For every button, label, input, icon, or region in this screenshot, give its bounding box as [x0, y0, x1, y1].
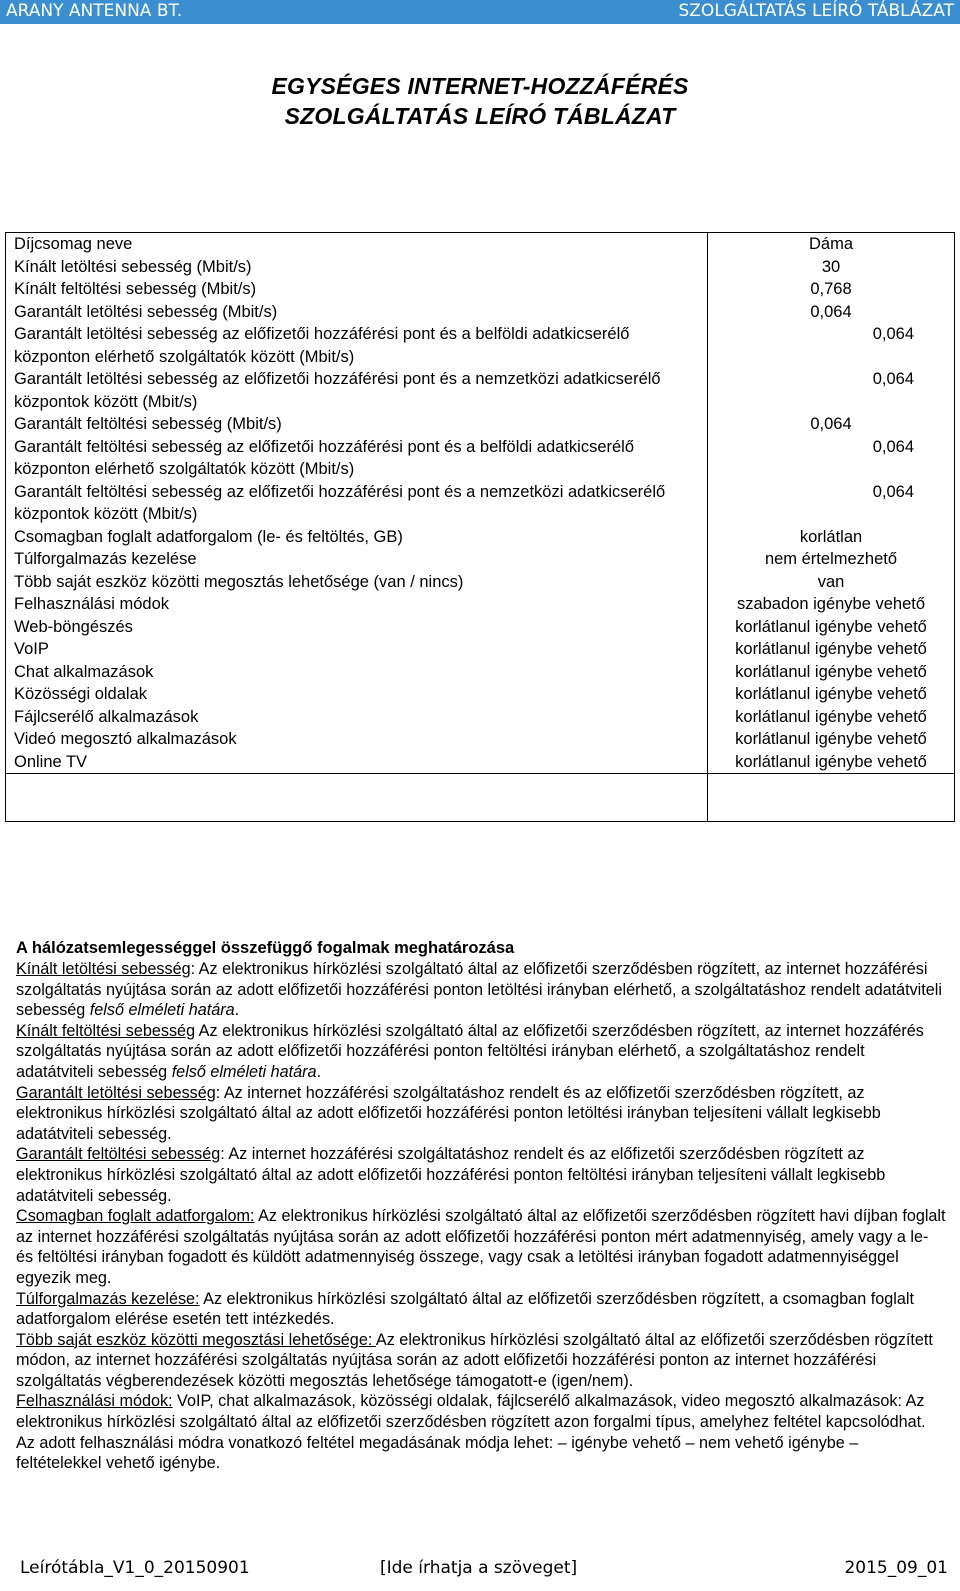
table-row — [6, 683, 955, 706]
table-row — [6, 323, 955, 368]
definition-separator: : — [220, 1145, 225, 1164]
row-value: korlátlan — [708, 526, 955, 549]
definition-end: . — [316, 1062, 322, 1081]
document-title — [0, 71, 960, 131]
row-value: Dáma — [708, 233, 955, 256]
footer-placeholder: [Ide írhatja a szöveget] — [380, 1558, 578, 1578]
table-row — [6, 436, 955, 481]
row-value: 0,768 — [708, 278, 955, 301]
definition-item — [16, 1021, 946, 1083]
table-row — [6, 256, 955, 279]
service-table — [5, 232, 955, 822]
row-value: korlátlanul igénybe vehető — [708, 616, 955, 639]
row-label: Online TV — [6, 751, 708, 774]
row-value: korlátlanul igénybe vehető — [708, 728, 955, 751]
definition-term: Garantált feltöltési sebesség — [16, 1145, 221, 1164]
row-label: Garantált feltöltési sebesség az előfizetői hozzáférési pont és a belföldi adatkicserélő központon elérhető szolgáltatók között (Mbit/s) — [6, 436, 708, 481]
table-row — [6, 548, 955, 571]
definition-term: Garantált letöltési sebesség — [16, 1083, 216, 1102]
definition-item — [16, 1391, 946, 1473]
table-row — [6, 593, 955, 616]
row-value: nem értelmezhető — [708, 548, 955, 571]
table-row — [6, 638, 955, 661]
table-row — [6, 526, 955, 549]
footer-version: Leírótábla_V1_0_20150901 — [20, 1558, 250, 1578]
definition-text: Az elektronikus hírközlési szolgáltató által az előfizetői szerződésben rögzített, az internet hozzáférési szolgáltatás nyújtása során az adott előfizetői hozzáférési ponton letöltési irányban elérhető, a szolgáltatáshoz rendelt adatátviteli sebesség — [16, 960, 942, 1020]
row-value: 0,064 — [708, 413, 955, 436]
row-label: Chat alkalmazások — [6, 661, 708, 684]
definitions-list — [16, 959, 946, 1474]
empty-row — [6, 798, 955, 822]
definition-text: Az internet hozzáférési szolgáltatáshoz rendelt és az előfizetői szerződésben rögzített az elektronikus hírközlési szolgáltató által az adott előfizetői hozzáférési ponton feltöltési irányban teljesíteni vállalt legkisebb adatátviteli sebesség. — [16, 1145, 886, 1205]
definition-item — [16, 1144, 946, 1206]
definition-item — [16, 1083, 946, 1145]
row-value: van — [708, 571, 955, 594]
table-row — [6, 278, 955, 301]
row-value: korlátlanul igénybe vehető — [708, 751, 955, 774]
table-row — [6, 661, 955, 684]
row-value: korlátlanul igénybe vehető — [708, 683, 955, 706]
definition-item — [16, 959, 946, 1021]
definition-end: . — [234, 1001, 240, 1020]
definition-term: Több saját eszköz közötti megosztási lehetősége: — [16, 1330, 376, 1349]
row-label: Videó megosztó alkalmazások — [6, 728, 708, 751]
footer-date: 2015_09_01 — [844, 1558, 948, 1578]
definition-term: Túlforgalmazás kezelése: — [16, 1289, 200, 1308]
empty-row — [6, 774, 955, 799]
row-value: 30 — [708, 256, 955, 279]
row-label: Kínált feltöltési sebesség (Mbit/s) — [6, 278, 708, 301]
row-value: 0,064 — [708, 368, 955, 413]
row-label: Közösségi oldalak — [6, 683, 708, 706]
page-footer — [0, 1558, 960, 1584]
definition-term: Felhasználási módok: — [16, 1392, 173, 1411]
definition-term: Kínált letöltési sebesség — [16, 960, 191, 978]
table-row — [6, 481, 955, 526]
definition-item — [16, 1206, 946, 1288]
row-value: 0,064 — [708, 323, 955, 368]
title-line-1: EGYSÉGES INTERNET-HOZZÁFÉRÉS — [271, 73, 689, 99]
definition-text: Az internet hozzáférési szolgáltatáshoz rendelt és az előfizetői szerződésben rögzített, az elektronikus hírközlési szolgáltató által az adott előfizetői hozzáférési ponton letöltési irányban teljesíteni vállalt legkisebb adatátviteli sebesség. — [16, 1083, 881, 1143]
row-value: szabadon igénybe vehető — [708, 593, 955, 616]
table-row — [6, 301, 955, 324]
table-row — [6, 751, 955, 774]
definition-separator: : — [215, 1083, 221, 1102]
empty-cell — [708, 774, 955, 799]
row-label: Fájlcserélő alkalmazások — [6, 706, 708, 729]
row-value: 0,064 — [708, 436, 955, 481]
row-label: Garantált feltöltési sebesség az előfizetői hozzáférési pont és a nemzetközi adatkicserélő központok között (Mbit/s) — [6, 481, 708, 526]
empty-cell — [6, 798, 708, 822]
page-header — [0, 0, 960, 24]
row-label: Garantált letöltési sebesség az előfizetői hozzáférési pont és a belföldi adatkicserélő központon elérhető szolgáltatók között (Mbit/s) — [6, 323, 708, 368]
table-row — [6, 571, 955, 594]
row-value: 0,064 — [708, 301, 955, 324]
row-label: Túlforgalmazás kezelése — [6, 548, 708, 571]
definition-term: Csomagban foglalt adatforgalom: — [16, 1207, 255, 1226]
empty-cell — [708, 798, 955, 822]
definitions-heading: A hálózatsemlegességgel összefüggő fogalmak meghatározása — [16, 939, 515, 957]
row-value: korlátlanul igénybe vehető — [708, 706, 955, 729]
empty-cell — [6, 774, 708, 799]
row-value: korlátlanul igénybe vehető — [708, 661, 955, 684]
definitions-section — [16, 938, 946, 1474]
definition-text: Az elektronikus hírközlési szolgáltató által az előfizetői szerződésben rögzített, a csomagban foglalt adatforgalom elérése esetén tett intézkedés. — [16, 1289, 914, 1329]
row-label: Web-böngészés — [6, 616, 708, 639]
definition-text: Az elektronikus hírközlési szolgáltató által az előfizetői szerződésben rögzített havi díjban foglalt az internet hozzáférési szolgáltatás nyújtása során az adott előfizetői hozzáférési ponton mért adatmennyiség, amely vagy a le- és feltöltési irányban fogadott és küldött adatmennyiség összege, vagy csak a letöltési irányban fogadott adatmennyiséggel egyezik meg. — [16, 1207, 946, 1287]
table-row — [6, 728, 955, 751]
table-row — [6, 616, 955, 639]
row-value: korlátlanul igénybe vehető — [708, 638, 955, 661]
definition-item — [16, 1289, 946, 1330]
row-label: Garantált letöltési sebesség az előfizetői hozzáférési pont és a nemzetközi adatkicserélő központok között (Mbit/s) — [6, 368, 708, 413]
row-label: Garantált letöltési sebesség (Mbit/s) — [6, 301, 708, 324]
definition-text: Az elektronikus hírközlési szolgáltató által az előfizetői szerződésben rögzített, az internet hozzáférés szolgáltatás nyújtása során az adott előfizetői hozzáférési ponton feltöltési irányban elérhető, a szolgáltatáshoz rendelt adatátviteli sebesség — [16, 1021, 924, 1081]
definition-term: Kínált feltöltési sebesség — [16, 1021, 196, 1040]
row-label: Több saját eszköz közötti megosztás lehetősége (van / nincs) — [6, 571, 708, 594]
definition-separator: : — [190, 960, 196, 978]
row-label: Felhasználási módok — [6, 593, 708, 616]
document-label: SZOLGÁLTATÁS LEÍRÓ TÁBLÁZAT — [678, 1, 954, 21]
row-label: Kínált letöltési sebesség (Mbit/s) — [6, 256, 708, 279]
row-label: VoIP — [6, 638, 708, 661]
definition-italic: felső elméleti határa — [171, 1062, 317, 1081]
row-value: 0,064 — [708, 481, 955, 526]
title-line-2: SZOLGÁLTATÁS LEÍRÓ TÁBLÁZAT — [284, 103, 676, 129]
table-row — [6, 706, 955, 729]
table-row — [6, 413, 955, 436]
row-label: Garantált feltöltési sebesség (Mbit/s) — [6, 413, 708, 436]
definition-item — [16, 1330, 946, 1392]
table-row — [6, 233, 955, 256]
table-row — [6, 368, 955, 413]
definition-italic: felső elméleti határa — [89, 1001, 235, 1020]
definition-text: Az elektronikus hírközlési szolgáltató által az előfizetői szerződésben rögzített módon, az internet hozzáférési szolgáltatás nyújtása során az adott előfizetői hozzáférési ponton az internet hozzáférési szolgáltatás végberendezések közötti megosztás lehetősége támogatott-e (igen/nem). — [16, 1330, 933, 1390]
company-name: ARANY ANTENNA BT. — [6, 1, 183, 21]
definition-text: VoIP, chat alkalmazások, közösségi oldalak, fájlcserélő alkalmazások, video megosztó alkalmazások: Az elektronikus hírközlési szolgáltató által az előfizetői szerződésben rögzített azon forgalmi típus, amelyhez feltétel kapcsolódhat. Az adott felhasználási módra vonatkozó feltétel megadásának módja lehet: – igénybe vehető – nem vehető igénybe – feltételekkel vehető igénybe. — [16, 1392, 926, 1473]
row-label: Csomagban foglalt adatforgalom (le- és feltöltés, GB) — [6, 526, 708, 549]
row-label: Díjcsomag neve — [6, 233, 708, 256]
